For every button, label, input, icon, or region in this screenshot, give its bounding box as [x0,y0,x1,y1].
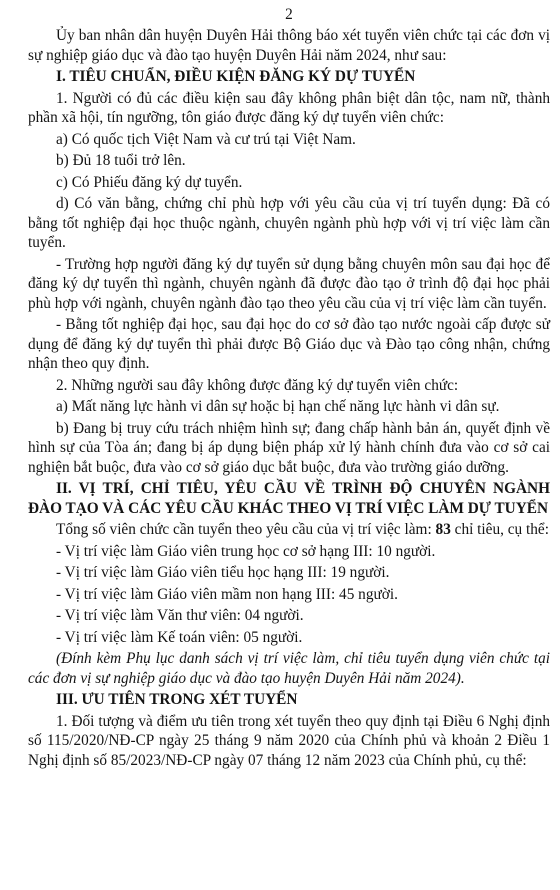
document-page [28,0,550,890]
condition-b: b) Đủ 18 tuổi trở lên. [56,152,186,169]
exclusion-a: a) Mất năng lực hành vi dân sự hoặc bị hạn chế năng lực hành vi dân sự. [56,398,500,415]
position-item: - Vị trí việc làm Giáo viên tiểu học hạng III: 19 người. [56,564,390,581]
section-2-heading: II. VỊ TRÍ, CHỈ TIÊU, YÊU CẦU VỀ TRÌNH ĐỘ CHUYÊN NGÀNH ĐÀO TẠO VÀ CÁC YÊU CẦU KHÁC THEO VỊ TRÍ VIỆC LÀM DỰ TUYỂN [28,480,550,517]
position-item: - Vị trí việc làm Giáo viên mầm non hạng III: 45 người. [56,585,398,603]
section-1-heading: I. TIÊU CHUẨN, ĐIỀU KIỆN ĐĂNG KÝ DỰ TUYỂN [56,68,416,85]
condition-d-dash-1: - Trường hợp người đăng ký dự tuyển sử dụng bằng chuyên môn sau đại học để đăng ký dự tuyển thì ngành, chuyên ngành đã được đào tạo ở trình độ đại học phải phù hợp với ngành, chuyên ngành đào tạo theo yêu cầu của vị trí việc làm cần tuyển. [28,255,550,312]
condition-d: d) Có văn bằng, chứng chỉ phù hợp với yêu cầu của vị trí tuyển dụng: Đã có bằng tốt nghiệp đại học thuộc ngành, chuyên ngành phù hợp với vị trí việc làm cần tuyển. [28,195,550,251]
total-positions: Tổng số viên chức cần tuyển theo yêu cầu của vị trí việc làm: 83 chỉ tiêu, cụ thể: [56,521,549,538]
section-3-item-1: 1. Đối tượng và điểm ưu tiên trong xét tuyển theo quy định tại Điều 6 Nghị định số 115/2020/NĐ-CP ngày 25 tháng 9 năm 2020 của Chính phủ và khoản 2 Điều 1 Nghị định số 85/2023/NĐ-CP ngày 07 tháng 12 năm 2023 của Chính phủ, cụ thể: [28,712,550,769]
section-1-item-2: 2. Những người sau đây không được đăng ký dự tuyển viên chức: [56,376,459,394]
condition-d-dash-2: - Bằng tốt nghiệp đại học, sau đại học do cơ sở đào tạo nước ngoài cấp được sử dụng để đăng ký dự tuyển thì phải được Bộ Giáo dục và Đào tạo công nhận, chứng nhận theo quy định. [28,316,550,372]
position-item: - Vị trí việc làm Văn thư viên: 04 người. [56,607,304,624]
exclusion-b: b) Đang bị truy cứu trách nhiệm hình sự; đang chấp hành bản án, quyết định về hình sự của Tòa án; đang bị áp dụng biện pháp xử lý hành chính đưa vào cơ sở cai nghiện bắt buộc, đưa vào cơ sở giáo dục bắt buộc, đưa vào trường giáo dưỡng. [28,419,550,476]
section-3-heading: III. ƯU TIÊN TRONG XÉT TUYỂN [56,691,298,708]
section-1-item-1: 1. Người có đủ các điều kiện sau đây không phân biệt dân tộc, nam nữ, thành phần xã hội, tín ngưỡng, tôn giáo được đăng ký dự tuyển viên chức: [28,89,550,126]
appendix-note: (Đính kèm Phụ lục danh sách vị trí việc làm, chỉ tiêu tuyển dụng viên chức tại các đơn vị sự nghiệp giáo dục và đào tạo huyện Duyên Hải năm 2024). [28,650,550,687]
condition-c: c) Có Phiếu đăng ký dự tuyển. [56,173,243,191]
intro-paragraph: Ủy ban nhân dân huyện Duyên Hải thông báo xét tuyển viên chức tại các đơn vị sự nghiệp giáo dục và đào tạo huyện Duyên Hải năm 2024, như sau: [28,27,550,64]
condition-a: a) Có quốc tịch Việt Nam và cư trú tại Việt Nam. [56,130,356,148]
total-value: 83 [435,521,451,538]
position-item: - Vị trí việc làm Kế toán viên: 05 người. [56,628,303,646]
page-number: 2 [285,6,293,23]
position-item: - Vị trí việc làm Giáo viên trung học cơ sở hạng III: 10 người. [56,542,436,560]
